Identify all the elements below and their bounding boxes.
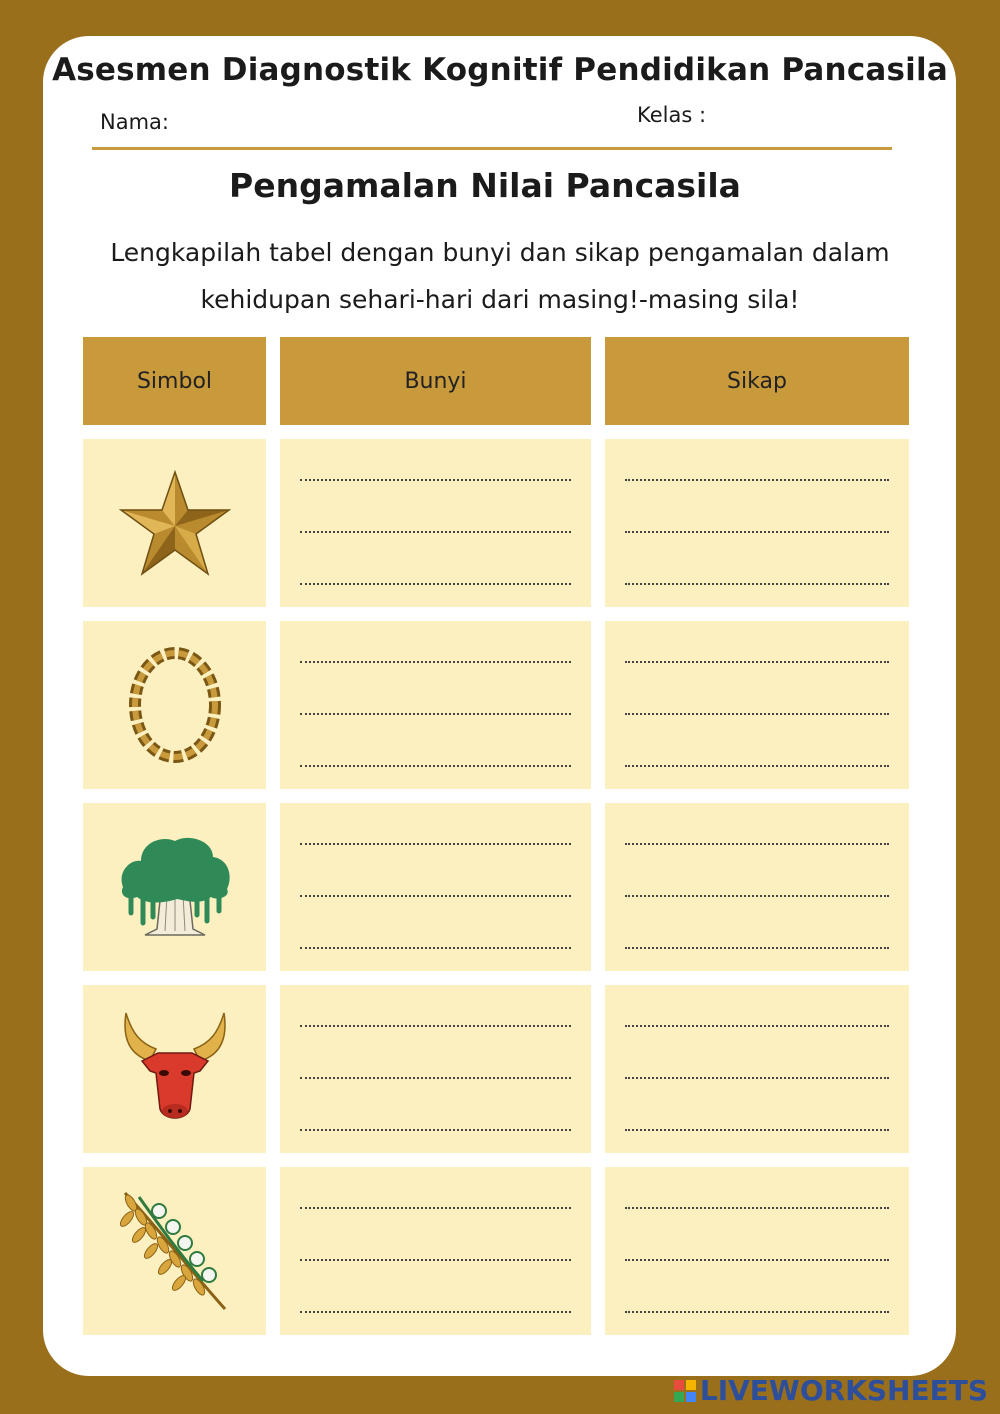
- sikap-answer-cell[interactable]: [605, 985, 909, 1153]
- answer-line[interactable]: [625, 531, 889, 533]
- answer-line[interactable]: [625, 1311, 889, 1313]
- sikap-answer-cell[interactable]: [605, 1167, 909, 1335]
- answer-line[interactable]: [300, 1207, 571, 1209]
- bunyi-answer-cell[interactable]: [280, 439, 591, 607]
- header-divider: [92, 147, 892, 150]
- answer-line[interactable]: [625, 765, 889, 767]
- liveworksheets-watermark: [674, 1374, 988, 1407]
- answer-line[interactable]: [300, 531, 571, 533]
- banyan-tree-icon: [83, 803, 266, 971]
- answer-line[interactable]: [625, 895, 889, 897]
- column-header-bunyi: Bunyi: [280, 337, 591, 425]
- bunyi-answer-cell[interactable]: [280, 985, 591, 1153]
- answer-line[interactable]: [300, 765, 571, 767]
- symbol-cell: [83, 1167, 266, 1335]
- answer-line[interactable]: [300, 1259, 571, 1261]
- symbol-cell: [83, 439, 266, 607]
- answer-line[interactable]: [300, 947, 571, 949]
- sikap-answer-cell[interactable]: [605, 621, 909, 789]
- answer-line[interactable]: [625, 1129, 889, 1131]
- answer-line[interactable]: [625, 1259, 889, 1261]
- page-title: Asesmen Diagnostik Kognitif Pendidikan Pancasila: [52, 52, 948, 88]
- bunyi-answer-cell[interactable]: [280, 621, 591, 789]
- answer-line[interactable]: [625, 583, 889, 585]
- chain-icon: [83, 621, 266, 789]
- rice-cotton-icon: [83, 1167, 266, 1335]
- answer-line[interactable]: [300, 479, 571, 481]
- answer-line[interactable]: [625, 713, 889, 715]
- sikap-answer-cell[interactable]: [605, 803, 909, 971]
- answer-line[interactable]: [625, 479, 889, 481]
- star-icon: [83, 439, 266, 607]
- answer-line[interactable]: [625, 1025, 889, 1027]
- section-title: Pengamalan Nilai Pancasila: [229, 166, 741, 205]
- answer-line[interactable]: [625, 1077, 889, 1079]
- answer-line[interactable]: [300, 895, 571, 897]
- name-label: Nama:: [100, 110, 169, 134]
- class-label: Kelas :: [637, 103, 707, 127]
- symbol-cell: [83, 803, 266, 971]
- answer-line[interactable]: [625, 947, 889, 949]
- answer-line[interactable]: [300, 1025, 571, 1027]
- symbol-cell: [83, 621, 266, 789]
- answer-line[interactable]: [625, 1207, 889, 1209]
- answer-line[interactable]: [300, 583, 571, 585]
- answer-line[interactable]: [300, 1129, 571, 1131]
- column-header-simbol: Simbol: [83, 337, 266, 425]
- answer-line[interactable]: [300, 713, 571, 715]
- bunyi-answer-cell[interactable]: [280, 1167, 591, 1335]
- sikap-answer-cell[interactable]: [605, 439, 909, 607]
- symbol-cell: [83, 985, 266, 1153]
- answer-line[interactable]: [300, 843, 571, 845]
- column-header-sikap: Sikap: [605, 337, 909, 425]
- answer-line[interactable]: [300, 1311, 571, 1313]
- instruction-line-2: kehidupan sehari-hari dari masing!-masing sila!: [200, 285, 800, 314]
- answer-line[interactable]: [300, 661, 571, 663]
- watermark-text: LIVEWORKSHEETS: [699, 1374, 988, 1407]
- bull-head-icon: [83, 985, 266, 1153]
- liveworksheets-logo-icon: [674, 1380, 696, 1402]
- answer-line[interactable]: [625, 843, 889, 845]
- answer-line[interactable]: [300, 1077, 571, 1079]
- bunyi-answer-cell[interactable]: [280, 803, 591, 971]
- answer-line[interactable]: [625, 661, 889, 663]
- instruction-line-1: Lengkapilah tabel dengan bunyi dan sikap pengamalan dalam: [110, 238, 890, 267]
